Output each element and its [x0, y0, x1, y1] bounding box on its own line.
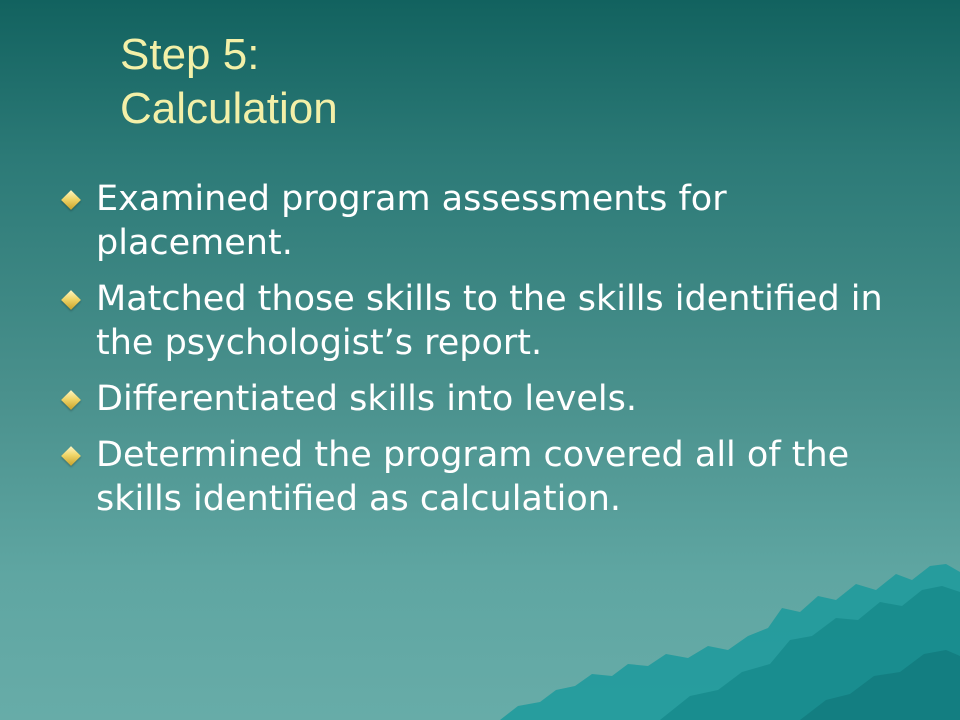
bullet-text: Determined the program covered all of the skills identified as calculation.: [96, 435, 850, 519]
bullet-text: Examined program assessments for placement.: [96, 179, 727, 263]
bullet-text: Differentiated skills into levels.: [96, 379, 637, 419]
bullet-item: [58, 433, 888, 521]
bullet-item: [58, 377, 888, 421]
slide-title-line-2: Calculation: [120, 84, 338, 133]
diamond-bullet-icon: [61, 390, 81, 410]
slide-title-line-1: Step 5:: [120, 30, 260, 79]
diamond-bullet-icon: [61, 190, 81, 210]
slide-title: [120, 28, 338, 136]
bullet-list: [58, 177, 888, 533]
bullet-item: [58, 177, 888, 265]
diamond-bullet-icon: [61, 446, 81, 466]
diamond-bullet-icon: [61, 290, 81, 310]
bullet-text: Matched those skills to the skills identified in the psychologist’s report.: [96, 279, 883, 363]
bullet-item: [58, 277, 888, 365]
